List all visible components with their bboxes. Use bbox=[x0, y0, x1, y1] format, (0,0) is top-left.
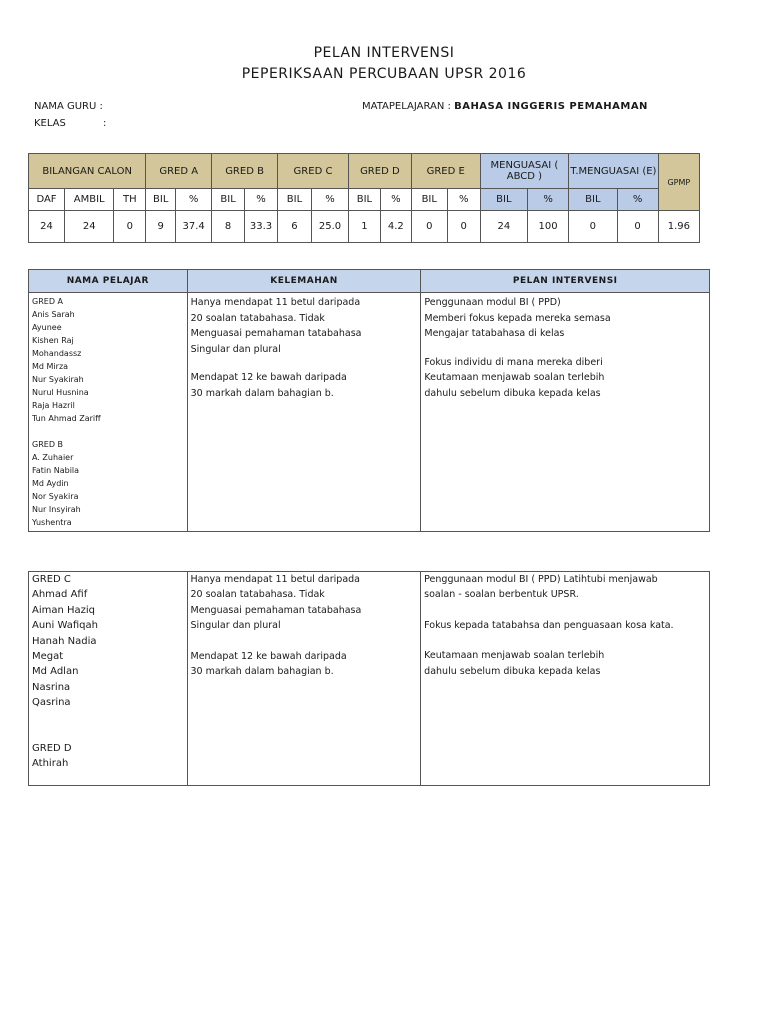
subject-line bbox=[362, 101, 648, 112]
head-gpmp: GPMP bbox=[658, 154, 699, 211]
text-line: Fokus individu di mana mereka diberi bbox=[424, 356, 603, 368]
text-line: Hanya mendapat 11 betul daripada bbox=[190, 297, 361, 308]
value-cell: 1 bbox=[349, 211, 381, 243]
text-line: Md Aydin bbox=[32, 479, 69, 488]
sub-header-cell: BIL bbox=[349, 189, 381, 211]
subject-value: BAHASA INGGERIS PEMAHAMAN bbox=[454, 101, 648, 112]
text-line: Yushentra bbox=[32, 518, 72, 527]
spacer bbox=[191, 357, 418, 370]
col-header-pelan-intervensi: PELAN INTERVENSI bbox=[421, 270, 710, 293]
stats-table bbox=[28, 153, 700, 243]
text-line: Mendapat 12 ke bawah daripada bbox=[190, 372, 347, 383]
text-line: Ayunee bbox=[32, 323, 62, 332]
text-line: Menguasai pemahaman tatabahasa bbox=[190, 604, 362, 616]
text-line: Anis Sarah bbox=[32, 310, 75, 319]
student-list bbox=[29, 293, 188, 532]
value-cell: 100 bbox=[528, 211, 569, 243]
head-gred-e: GRED E bbox=[411, 154, 480, 189]
text-line: 20 soalan tatabahasa. Tidak bbox=[190, 589, 325, 601]
sub-header-cell: AMBIL bbox=[65, 189, 114, 211]
sub-header-cell: BIL bbox=[569, 189, 617, 211]
pelan-text bbox=[421, 572, 710, 786]
value-cell: 24 bbox=[480, 211, 527, 243]
head-t-menguasai: T.MENGUASAI (E) bbox=[569, 154, 659, 189]
value-cell: 25.0 bbox=[311, 211, 348, 243]
spacer bbox=[32, 425, 184, 438]
text-line: 30 markah dalam bahagian b. bbox=[190, 387, 334, 399]
value-cell: 4.2 bbox=[380, 211, 411, 243]
text-line: Qasrina bbox=[32, 697, 71, 709]
text-line: 20 soalan tatabahasa. Tidak bbox=[190, 312, 325, 324]
kelemahan-text bbox=[187, 572, 421, 786]
head-gred-b: GRED B bbox=[212, 154, 278, 189]
value-cell-gpmp: 1.96 bbox=[658, 211, 699, 243]
col-header-kelemahan: KELEMAHAN bbox=[187, 270, 421, 293]
spacer bbox=[424, 342, 706, 355]
text-line: Auni Wafiqah bbox=[32, 620, 98, 632]
text-line: Nasrina bbox=[32, 681, 71, 693]
value-cell: 0 bbox=[114, 211, 146, 243]
text-line: Fokus kepada tatabahsa dan penguasaan kosa kata. bbox=[424, 619, 674, 631]
sub-header-cell: DAF bbox=[29, 189, 65, 211]
sub-header-cell: % bbox=[311, 189, 348, 211]
value-cell: 8 bbox=[212, 211, 245, 243]
sub-header-cell: BIL bbox=[212, 189, 245, 211]
text-line: Megat bbox=[32, 651, 64, 663]
head-gred-a: GRED A bbox=[146, 154, 212, 189]
text-line: Raja Hazril bbox=[32, 401, 75, 410]
value-cell: 0 bbox=[617, 211, 658, 243]
sub-header-cell: % bbox=[380, 189, 411, 211]
sub-header-cell: % bbox=[447, 189, 480, 211]
text-line: dahulu sebelum dibuka kepada kelas bbox=[424, 665, 601, 677]
spacer bbox=[424, 633, 706, 648]
value-cell: 6 bbox=[278, 211, 312, 243]
text-line: Nor Syakira bbox=[32, 492, 79, 501]
plan-table-1 bbox=[28, 269, 710, 532]
text-line: Ahmad Afif bbox=[32, 589, 88, 601]
text-line: GRED A bbox=[32, 297, 63, 306]
value-cell: 0 bbox=[411, 211, 447, 243]
sub-header-cell: TH bbox=[114, 189, 146, 211]
value-cell: 9 bbox=[146, 211, 176, 243]
page-title: PELAN INTERVENSI bbox=[313, 45, 455, 61]
text-line: Singular dan plural bbox=[190, 343, 281, 355]
student-list bbox=[29, 572, 188, 786]
nama-guru-label: NAMA GURU : bbox=[34, 101, 103, 112]
col-header-nama-pelajar: NAMA PELAJAR bbox=[29, 270, 188, 293]
sub-header-cell: % bbox=[617, 189, 658, 211]
sub-header-cell: % bbox=[176, 189, 212, 211]
sub-header-cell: % bbox=[528, 189, 569, 211]
sub-header-cell: BIL bbox=[411, 189, 447, 211]
head-gred-c: GRED C bbox=[278, 154, 349, 189]
text-line: Kishen Raj bbox=[32, 336, 74, 345]
value-cell: 37.4 bbox=[176, 211, 212, 243]
sub-header-cell: BIL bbox=[146, 189, 176, 211]
text-line: 30 markah dalam bahagian b. bbox=[190, 666, 334, 678]
kelas-label: KELAS bbox=[34, 118, 66, 129]
text-line: A. Zuhaier bbox=[32, 453, 74, 462]
text-line: Athirah bbox=[32, 758, 69, 770]
kelemahan-text bbox=[187, 293, 421, 532]
text-line: GRED D bbox=[32, 742, 72, 754]
text-line: soalan - soalan berbentuk UPSR. bbox=[424, 589, 579, 601]
text-line: dahulu sebelum dibuka kepada kelas bbox=[424, 387, 601, 399]
text-line: Fatin Nabila bbox=[32, 466, 80, 475]
text-line: Menguasai pemahaman tatabahasa bbox=[190, 328, 362, 339]
page-subtitle: PEPERIKSAAN PERCUBAAN UPSR 2016 bbox=[241, 66, 527, 82]
value-cell: 0 bbox=[447, 211, 480, 243]
sub-header-cell: BIL bbox=[278, 189, 312, 211]
subject-label: MATAPELAJARAN : bbox=[362, 101, 451, 112]
value-cell: 33.3 bbox=[245, 211, 278, 243]
text-line: Keutamaan menjawab soalan terlebih bbox=[424, 650, 605, 662]
text-line: Md Mirza bbox=[32, 362, 69, 371]
text-line: Singular dan plural bbox=[190, 620, 281, 632]
head-menguasai: MENGUASAI ( ABCD ) bbox=[480, 154, 568, 189]
text-line: Nurul Husnina bbox=[32, 388, 89, 397]
text-line: GRED B bbox=[32, 440, 64, 449]
text-line: Md Adlan bbox=[32, 666, 79, 678]
sub-header-cell: % bbox=[245, 189, 278, 211]
text-line: Hanya mendapat 11 betul daripada bbox=[190, 574, 361, 585]
value-cell: 0 bbox=[569, 211, 617, 243]
text-line: Penggunaan modul BI ( PPD) bbox=[424, 297, 561, 308]
value-cell: 24 bbox=[65, 211, 114, 243]
text-line: Penggunaan modul BI ( PPD) Latihtubi menjawab bbox=[424, 574, 658, 585]
sub-header-cell: BIL bbox=[480, 189, 527, 211]
head-bilangan-calon: BILANGAN CALON bbox=[29, 154, 146, 189]
head-gred-d: GRED D bbox=[349, 154, 412, 189]
text-line: Mengajar tatabahasa di kelas bbox=[424, 328, 565, 339]
text-line: Mohandassz bbox=[32, 349, 82, 358]
spacer bbox=[424, 603, 706, 618]
spacer bbox=[32, 726, 184, 741]
kelas-colon: : bbox=[103, 118, 107, 129]
text-line: GRED C bbox=[32, 574, 71, 585]
text-line: Keutamaan menjawab soalan terlebih bbox=[424, 372, 605, 383]
text-line: Mendapat 12 ke bawah daripada bbox=[190, 650, 347, 662]
spacer bbox=[191, 634, 418, 649]
text-line: Tun Ahmad Zariff bbox=[32, 414, 101, 423]
plan-table-2 bbox=[28, 571, 710, 786]
text-line: Memberi fokus kepada mereka semasa bbox=[424, 312, 611, 324]
text-line: Aiman Haziq bbox=[32, 604, 96, 616]
pelan-text bbox=[421, 293, 710, 532]
text-line: Nur Insyirah bbox=[32, 505, 81, 514]
text-line: Nur Syakirah bbox=[32, 375, 84, 384]
spacer bbox=[32, 711, 184, 726]
text-line: Hanah Nadia bbox=[32, 635, 97, 647]
value-cell: 24 bbox=[29, 211, 65, 243]
